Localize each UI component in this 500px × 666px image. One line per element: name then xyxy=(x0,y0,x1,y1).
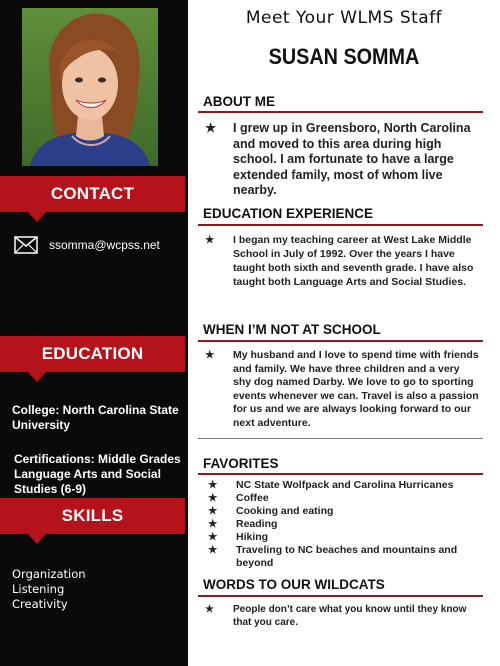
certifications-text: Certifications: Middle Grades Language Arts and Social Studies (6-9) xyxy=(14,452,181,496)
favorites-heading: FAVORITES xyxy=(203,456,279,471)
education-text: I began my teaching career at West Lake Middle School in July of 1992. Over the years I have taught both sixth and seventh grade. I have also taught both Language Arts and Social Studies. xyxy=(233,234,474,288)
not-at-school-heading: WHEN I’M NOT AT SCHOOL xyxy=(203,322,381,337)
education-text-block xyxy=(205,233,480,303)
star-icon: ★ xyxy=(205,604,214,615)
section-divider xyxy=(198,595,483,597)
star-icon: ★ xyxy=(205,234,215,246)
favorite-item xyxy=(208,531,483,544)
star-icon: ★ xyxy=(205,121,217,135)
star-icon: ★ xyxy=(208,479,218,491)
star-icon: ★ xyxy=(205,349,215,361)
envelope-icon xyxy=(14,236,38,254)
favorite-item xyxy=(208,544,483,570)
words-text-block xyxy=(205,603,480,633)
skill-item: Creativity xyxy=(12,597,68,611)
contact-banner xyxy=(0,176,185,212)
section-divider xyxy=(198,340,483,342)
skills-banner-tip xyxy=(28,534,46,544)
page-subtitle: Meet Your WLMS Staff xyxy=(245,8,443,28)
star-icon: ★ xyxy=(208,492,218,504)
favorite-label: Cooking and eating xyxy=(236,505,334,517)
education-heading: EDUCATION xyxy=(41,344,144,363)
favorite-label: Coffee xyxy=(236,492,269,504)
favorite-label: NC State Wolfpack and Carolina Hurricanes xyxy=(236,479,454,491)
favorite-item xyxy=(208,505,483,518)
favorites-list xyxy=(208,479,483,570)
contact-banner-tip xyxy=(28,212,46,222)
about-text: I grew up in Greensboro, North Carolina and moved to this area during high school. I am fortunate to have a large extended family, most of whom live nearby. xyxy=(233,121,471,197)
skill-item: Organization xyxy=(12,567,86,581)
college-text: College: North Carolina State University xyxy=(12,403,179,432)
star-icon: ★ xyxy=(208,518,218,530)
words-heading: WORDS TO OUR WILDCATS xyxy=(203,577,385,592)
favorite-label: Traveling to NC beaches and mountains and beyond xyxy=(236,544,458,569)
favorite-item xyxy=(208,479,483,492)
section-divider xyxy=(198,438,483,439)
section-divider xyxy=(198,224,483,226)
favorite-label: Reading xyxy=(236,518,278,530)
favorite-label: Hiking xyxy=(236,531,269,543)
skills-heading: SKILLS xyxy=(61,506,124,525)
not-at-school-text-block xyxy=(205,349,480,433)
about-heading: ABOUT ME xyxy=(203,94,275,109)
star-icon: ★ xyxy=(208,544,218,556)
star-icon: ★ xyxy=(208,505,218,517)
section-divider xyxy=(198,473,483,475)
favorite-item xyxy=(208,492,483,505)
profile-photo xyxy=(22,8,158,166)
favorite-item xyxy=(208,518,483,531)
about-text-block xyxy=(205,121,480,201)
education-banner xyxy=(0,336,185,372)
not-at-school-text: My husband and I love to spend time with friends and family. We have three children and a very shy dog named Darby. We love to go to sporting events whenever we can. Travel is also a passion for us and we are always looking forward to our next adventure. xyxy=(233,349,479,429)
education-experience-heading: EDUCATION EXPERIENCE xyxy=(203,206,374,221)
skills-banner xyxy=(0,498,185,534)
words-text: People don’t care what you know until they know that you care. xyxy=(233,604,467,628)
contact-heading: CONTACT xyxy=(50,184,135,203)
page-title: SUSAN SOMMA xyxy=(268,44,420,69)
skills-list xyxy=(12,567,86,612)
star-icon: ★ xyxy=(208,531,218,543)
education-banner-tip xyxy=(28,372,46,382)
email-link[interactable]: ssomma@wcpss.net xyxy=(49,238,160,252)
section-divider xyxy=(198,111,483,113)
skill-item: Listening xyxy=(12,582,65,596)
